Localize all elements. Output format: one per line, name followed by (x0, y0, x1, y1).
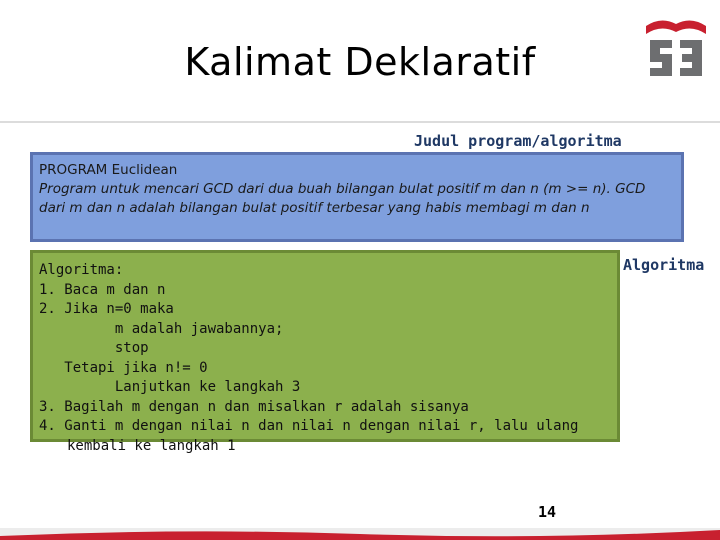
algorithm-box (30, 250, 620, 454)
algorithm-line: m adalah jawabannya; (39, 320, 284, 337)
page-title: Kalimat Deklaratif (184, 40, 536, 84)
program-description: Program untuk mencari GCD dari dua buah bilangan bulat positif m dan n (m >= n). GCD dari m dan n adalah bilangan bulat positif terbesar yang habis membagi m dan n (39, 181, 646, 216)
program-heading: PROGRAM Euclidean (39, 162, 178, 178)
footer-band (0, 528, 720, 540)
algorithm-line: stop (39, 340, 149, 356)
page-number: 14 (538, 503, 557, 521)
algorithm-line: Lanjutkan ke langkah 3 (39, 379, 301, 395)
program-header-box (30, 152, 684, 242)
algorithm-line: Tetapi jika n!= 0 (39, 359, 208, 376)
university-logo-icon (646, 14, 706, 84)
algorithm-line: 2. Jika n=0 maka (39, 301, 174, 317)
algorithm-line: 1. Baca m dan n (39, 281, 166, 298)
algorithm-line: Algoritma: (39, 262, 124, 278)
algoritma-label: Algoritma (623, 256, 705, 274)
algorithm-line: 3. Bagilah m dengan n dan misalkan r adalah sisanya (39, 398, 469, 415)
judul-label: Judul program/algoritma (414, 132, 622, 150)
header-divider (0, 121, 720, 123)
algorithm-line: 4. Ganti m dengan nilai n dan nilai n dengan nilai r, lalu ulang kembali ke langkah 1 (39, 418, 579, 454)
